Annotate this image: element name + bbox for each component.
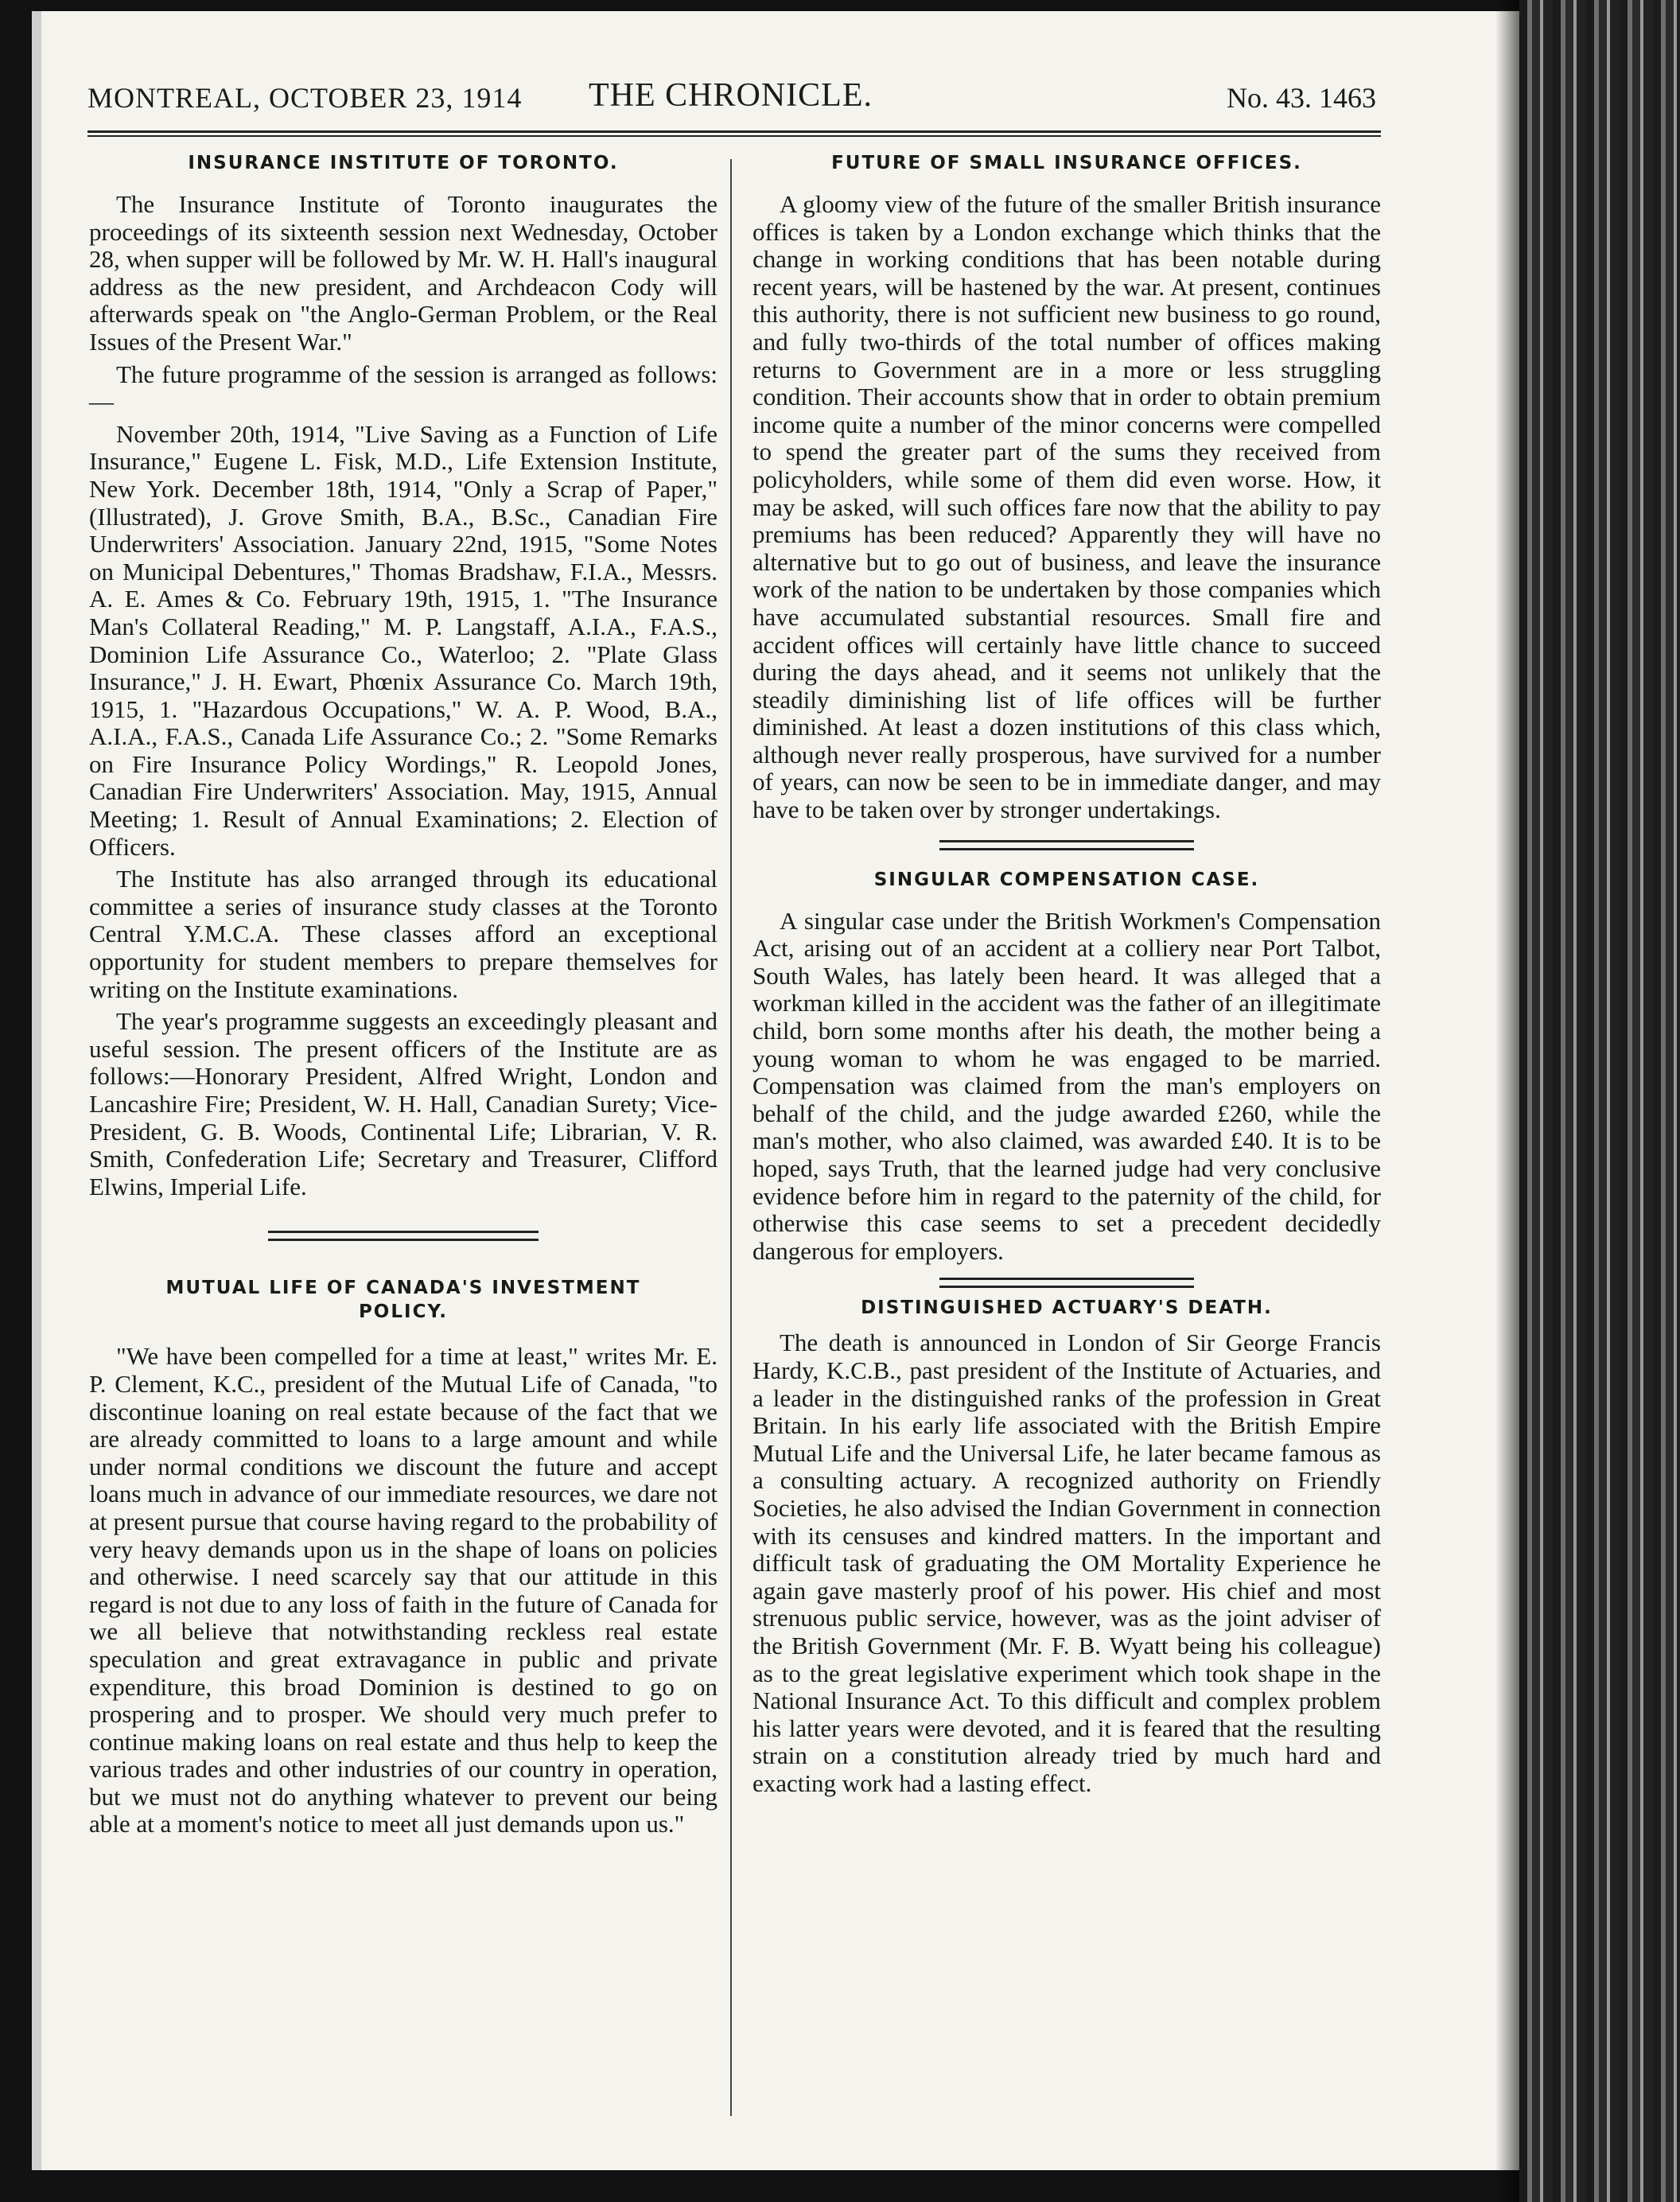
article-paragraph: The Insurance Institute of Toronto inaugurates the proceedings of its sixteenth session next Wednesday, October 28, when supper will be followed by Mr. W. H. Hall's inaugural address as the new president, and Archdeacon Cody will afterwards speak on "the Anglo-German Problem, or the Real Issues of the Present War.": [89, 190, 718, 356]
page-edge: [32, 11, 41, 2170]
article-paragraph: November 20th, 1914, "Live Saving as a Function of Life Insurance," Eugene L. Fisk, M.D., Life Extension Institute, New York. December 18th, 1914, "Only a Scrap of Paper," (Illustrated), J. Grove Smith, B.A., B.Sc., Canadian Fire Underwriters' Association. January 22nd, 1915, "Some Notes on Municipal Debentures," Thomas Bradshaw, F.I.A., Messrs. A. E. Ames & Co. February 19th, 1915, 1. "The Insurance Man's Collateral Reading," M. P. Langstaff, A.I.A., F.A.S., Dominion Life Assurance Co., Waterloo; 2. "Plate Glass Insurance," J. H. Ewart, Phœnix Assurance Co. March 19th, 1915, 1. "Hazardous Occupations," W. A. P. Wood, B.A., A.I.A., F.A.S., Canada Life Assurance Co.; 2. "Some Remarks on Fire Insurance Policy Wordings," R. Leopold Jones, Canadian Fire Underwriters' Association. May, 1915, Annual Meeting; 1. Result of Annual Examinations; 2. Election of Officers.: [89, 419, 718, 861]
article-title: SINGULAR COMPENSATION CASE.: [873, 869, 1260, 890]
scan-border-top: [0, 0, 1680, 11]
article-paragraph: The future programme of the session is arranged as follows:—: [89, 360, 718, 416]
header-date: MONTREAL, OCTOBER 23, 1914: [88, 82, 523, 114]
article-paragraph: The death is announced in London of Sir George Francis Hardy, K.C.B., past president of the Institute of Actuaries, and a leader in the distinguished ranks of the profession in Great Britain. In his early life associated with the British Empire Mutual Life and the Universal Life, he later became famous as a consulting actuary. A recognized authority on Friendly Societies, he also advised the Indian Government in connection with its censuses and kindred matters. In the important and difficult task of graduating the OM Mortality Experience he again gave masterly proof of his power. His chief and most strenuous public service, however, was as the joint adviser of the British Government (Mr. F. B. Wyatt being his colleague) as to the great legislative experiment which took shape in the National Insurance Act. To this difficult and complex problem his latter years were devoted, and it is feared that the resulting strain on a constitution already tried by much hard and exacting work had a lasting effect.: [752, 1329, 1381, 1797]
section-separator: [268, 1231, 539, 1241]
article-paragraph: The year's programme suggests an exceedingly pleasant and useful session. The present officers of the Institute are as follows:—Honorary President, Alfred Wright, London and Lancashire Fire; President, W. H. Hall, Canadian Surety; Vice-President, G. B. Woods, Continental Life; Librarian, V. R. Smith, Confederation Life; Secretary and Treasurer, Clifford Elwins, Imperial Life.: [89, 1007, 718, 1200]
article-title-line: MUTUAL LIFE OF CANADA'S INVESTMENT: [165, 1278, 641, 1299]
section-separator: [939, 1278, 1194, 1288]
article-compensation-case: [752, 868, 1381, 1266]
section-separator: [939, 840, 1194, 850]
article-title: FUTURE OF SMALL INSURANCE OFFICES.: [831, 153, 1302, 173]
article-mutual-life: [89, 1276, 718, 1838]
article-title: INSURANCE INSTITUTE OF TORONTO.: [188, 153, 619, 173]
book-spine: [1519, 0, 1680, 2202]
scan-border-bottom: [0, 2170, 1680, 2202]
spine-shadow: [1495, 0, 1519, 2202]
article-title: DISTINGUISHED ACTUARY'S DEATH.: [861, 1297, 1273, 1319]
scan-border-left: [0, 0, 32, 2202]
page-header: [88, 76, 1376, 121]
article-paragraph: A gloomy view of the future of the smaller British insurance offices is taken by a London exchange which thinks that the change in working conditions that has been notable during recent years, will be hastened by the war. At present, continues this authority, there is not sufficient new business to go round, and fully two-thirds of the total number of offices making returns to Government are in a more or less struggling condition. Their accounts show that in order to obtain premium income quite a number of the minor concerns were compelled to spend the greater part of the sums they received from policyholders, while some of them did even worse. How, it may be asked, will such offices fare now that the ability to pay premiums has been reduced? Apparently they will have no alternative but to go out of business, and leave the insurance work of the nation to be undertaken by those companies which have accumulated substantial resources. Small fire and accident offices will certainly have little chance to succeed during the days ahead, and it seems not unlikely that the steadily diminishing list of life offices will be further diminished. At least a dozen institutions of this class which, although never really prosperous, have survived for a number of years, can now be seen to be in immediate danger, and may have to be taken over by stronger undertakings.: [752, 190, 1381, 824]
issue-page-number: No. 43. 1463: [1227, 82, 1376, 114]
article-paragraph: A singular case under the British Workmen's Compensation Act, arising out of an accident at a colliery near Port Talbot, South Wales, has lately been heard. It was alleged that a workman killed in the accident was the father of an illegitimate child, born some months after his death, the mother being a young woman to whom he was engaged to be married. Compensation was claimed from the man's employers on behalf of the child, and the judge awarded £260, while the man's mother, who also claimed, was awarded £40. It is to be hoped, says Truth, that the learned judge had very conclusive evidence before him in regard to the paternity of the child, for otherwise this case seems to set a precedent decidedly dangerous for employers.: [752, 906, 1381, 1265]
header-rule: [88, 130, 1381, 137]
article-title-line: POLICY.: [358, 1301, 449, 1323]
article-insurance-institute: [89, 151, 718, 1200]
right-column: [752, 151, 1381, 1797]
article-paragraph: The Institute has also arranged through its educational committee a series of insurance study classes at the Toronto Central Y.M.C.A. These classes afford an exceptional opportunity for student members to prepare themselves for writing on the Institute examinations.: [89, 865, 718, 1003]
article-small-insurance-offices: [752, 151, 1381, 824]
article-actuary-death: [752, 1296, 1381, 1797]
column-divider: [730, 159, 732, 2116]
left-column: [89, 151, 718, 1838]
article-title: [89, 1276, 718, 1324]
publication-title: THE CHRONICLE.: [589, 77, 873, 114]
article-paragraph: "We have been compelled for a time at least," writes Mr. E. P. Clement, K.C., president of the Mutual Life of Canada, "to discontinue loaning on real estate because of the fact that we are already committed to loans to a large amount and while under normal conditions we discount the future and accept loans much in advance of our immediate resources, we dare not at present pursue that course having regard to the probability of very heavy demands upon us in the shape of loans on policies and otherwise. I need scarcely say that our attitude in this regard is not due to any loss of faith in the future of Canada for we all believe that notwithstanding reckless real estate speculation and great extravagance in public and private expenditure, this broad Dominion is destined to go on prospering and to prosper. We should very much prefer to continue making loans on real estate and thus help to keep the various trades and other industries of our country in operation, but we must not do anything whatever to prevent our being able at a moment's notice to meet all just demands upon us.": [89, 1342, 718, 1838]
